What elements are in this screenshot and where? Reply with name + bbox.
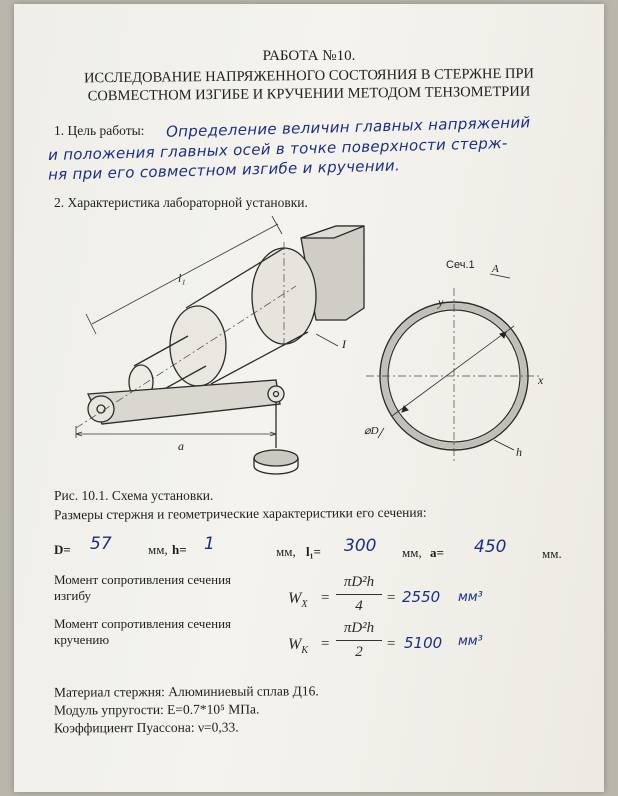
D-unit: мм, [148, 542, 168, 557]
goal-label: 1. Цель работы: [54, 123, 145, 138]
torsion-fraction-line [336, 640, 382, 641]
D-value: 57 [90, 534, 112, 554]
a-unit: мм. [542, 546, 562, 561]
label-diameter: ⌀D [364, 425, 379, 437]
torsion-value: 5100 [404, 634, 443, 652]
torsion-W: $W_K$ [288, 636, 308, 657]
label-A: A [492, 263, 499, 275]
bending-eq-1: = [320, 590, 331, 606]
torsion-denominator: 2 [355, 644, 363, 660]
h-label: h= [172, 542, 187, 557]
dims-caption: Размеры стержня и геометрические характеристики его сечения: [53, 504, 427, 523]
label-section: Сеч.1 [446, 259, 475, 271]
setup-label: 2. Характеристика лабораторной установки. [54, 195, 308, 210]
setup-diagram [46, 216, 556, 486]
torsion-label-line-2: кручению [54, 632, 110, 647]
title-line-2: СОВМЕСТНОМ ИЗГИБЕ И КРУЧЕНИИ МЕТОДОМ ТЕНЗОМЕТРИИ [87, 83, 531, 105]
D-label: D= [54, 542, 71, 557]
goal-text-line-3: ня при его совместном изгибе и кручении. [47, 156, 401, 184]
work-number: РАБОТА №10. [262, 48, 356, 64]
l-unit: мм, [402, 545, 422, 560]
material-line: Материал стержня: Алюминиевый сплав Д16. [53, 683, 319, 700]
bending-value: 2550 [402, 588, 441, 606]
modulus-line: Модуль упругости: E=0.7*10⁵ МПа. [53, 701, 260, 718]
torsion-eq-1: = [320, 636, 331, 652]
label-l1: l₁ [178, 271, 186, 285]
label-a: a [178, 439, 184, 453]
bending-fraction-line [336, 594, 382, 595]
bending-W: $W_X$ [288, 590, 308, 611]
title-line-1: ИССЛЕДОВАНИЕ НАПРЯЖЕННОГО СОСТОЯНИЯ В СТЕРЖНЕ ПРИ [83, 65, 535, 87]
a-value: 450 [474, 537, 507, 557]
bending-unit: мм³ [458, 590, 483, 605]
goal-text-line-2: и положения главных осей в точке поверхности стерж- [47, 133, 508, 165]
poisson-line: Коэффициент Пуассона: ν=0,33. [53, 719, 239, 736]
h-unit: мм, [276, 544, 296, 559]
bending-denominator: 4 [355, 598, 363, 614]
h-value: 1 [204, 534, 215, 554]
label-I: I [342, 337, 346, 351]
torsion-numerator: πD²h [343, 620, 375, 636]
a-label: a= [430, 545, 444, 560]
label-x: x [538, 373, 544, 387]
bending-numerator: πD²h [343, 574, 375, 590]
l-value: 300 [344, 536, 377, 556]
torsion-label-line-1: Момент сопротивления сечения [54, 616, 232, 631]
label-y: y [438, 295, 444, 309]
goal-text-line-1: Определение величин главных напряжений [165, 113, 531, 141]
bending-eq-2: = [386, 590, 397, 606]
bending-label-line-2: изгибу [54, 588, 92, 603]
torsion-unit: мм³ [458, 634, 483, 649]
bending-label-line-1: Момент сопротивления сечения [54, 572, 232, 587]
worksheet-page [14, 4, 604, 792]
torsion-eq-2: = [386, 636, 397, 652]
label-h: h [516, 445, 522, 459]
l-label: l₁= [306, 544, 321, 559]
figure-caption: Рис. 10.1. Схема установки. [54, 488, 214, 503]
